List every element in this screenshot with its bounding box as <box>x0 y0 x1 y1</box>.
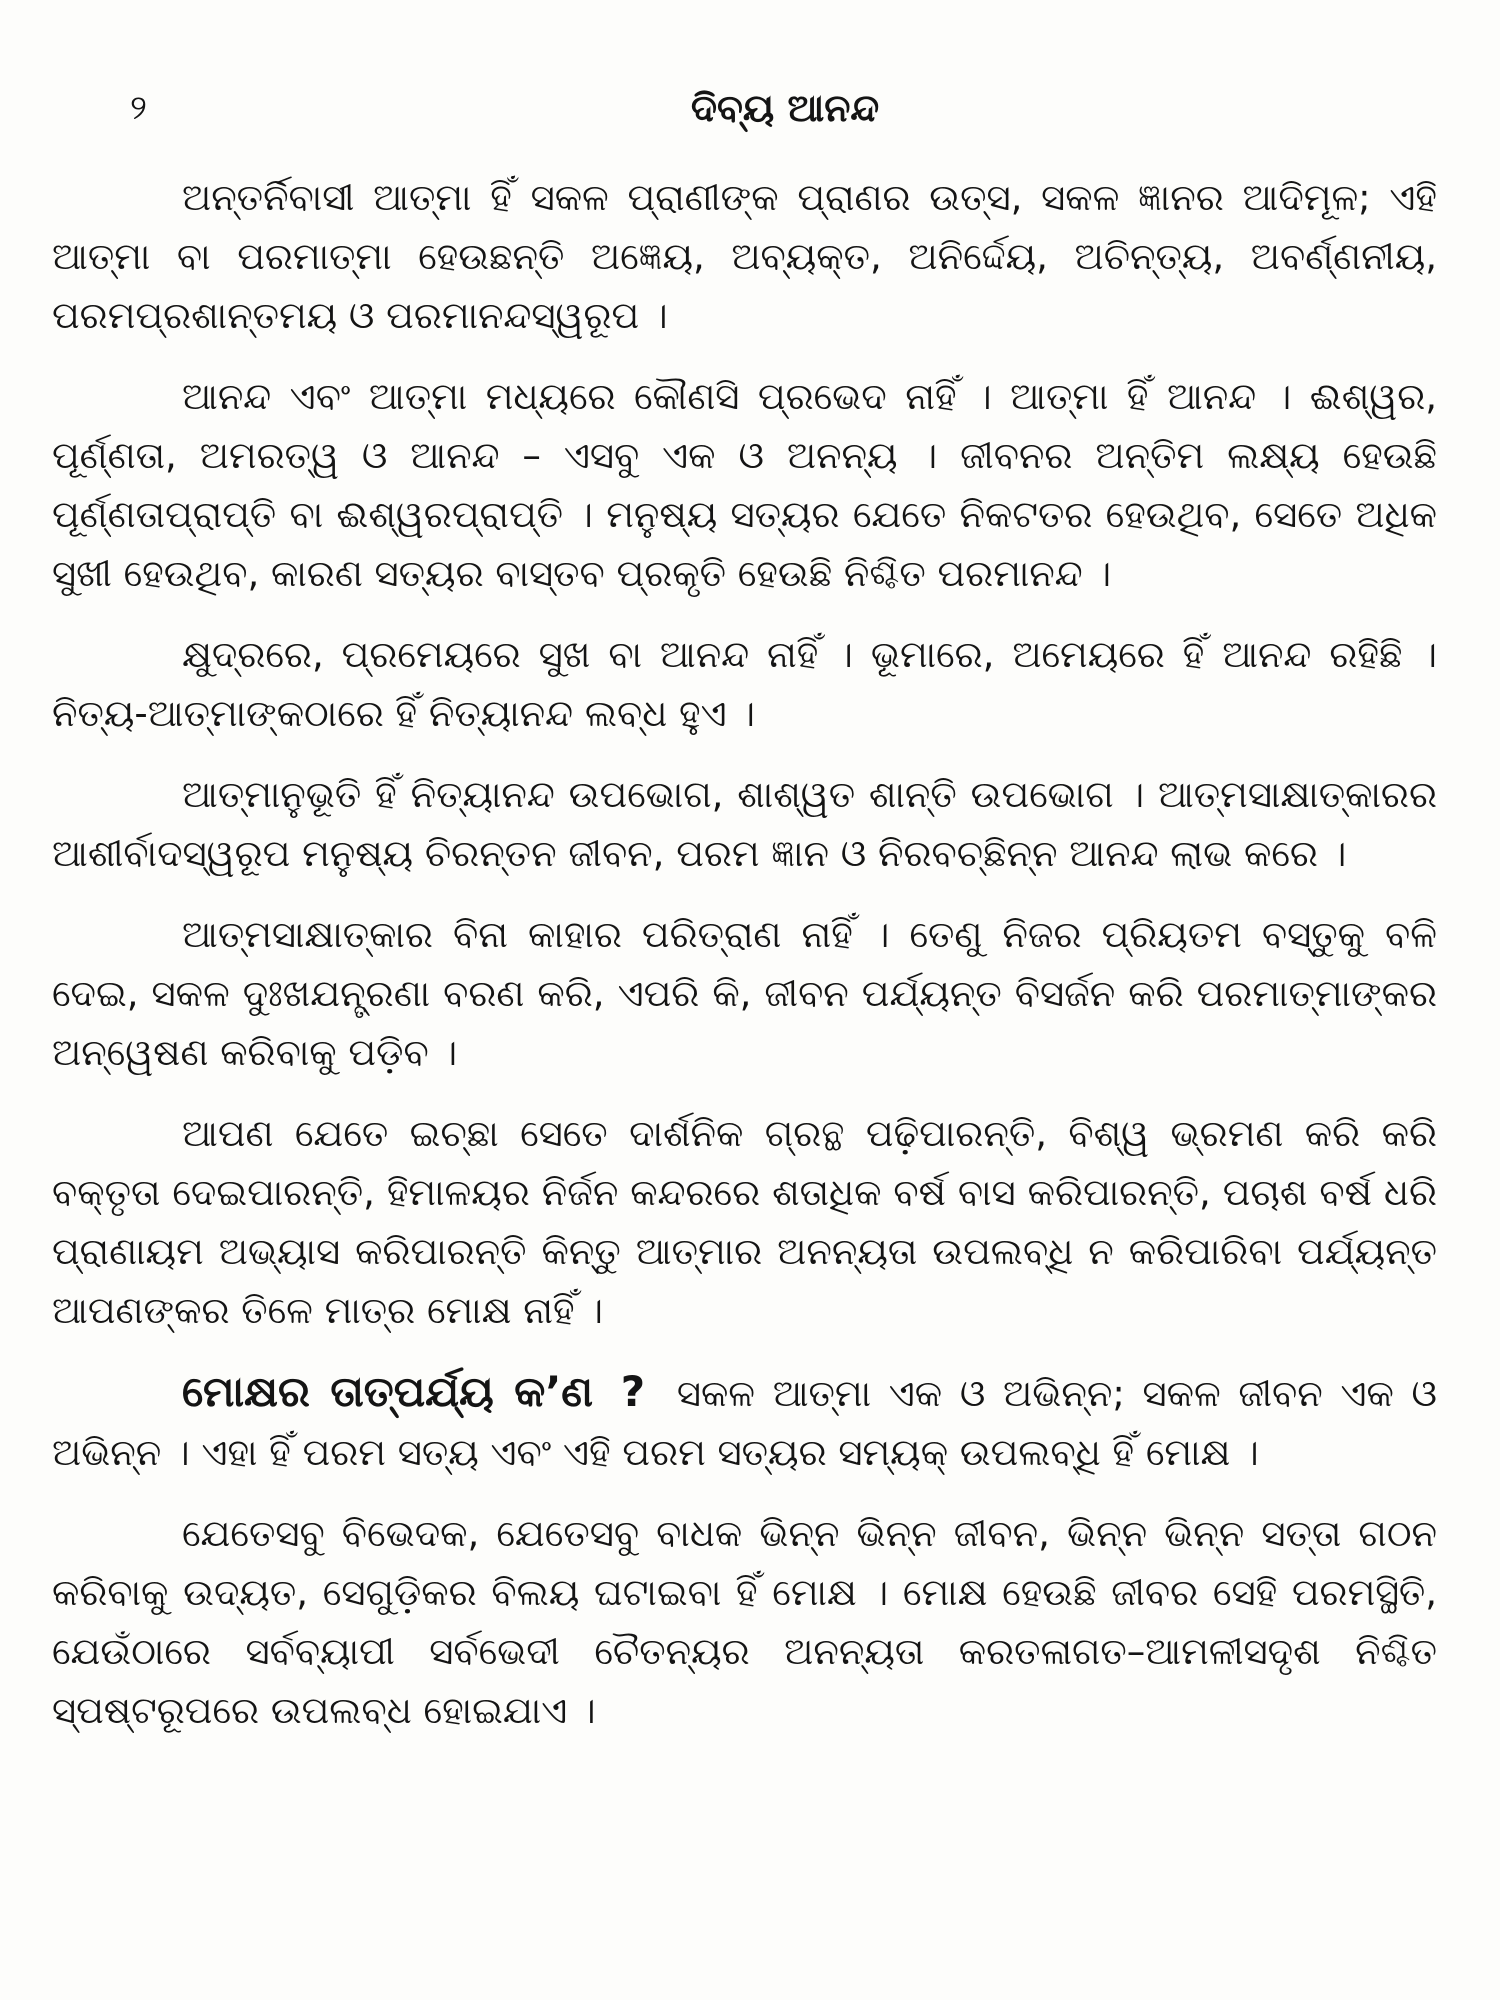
paragraph-7 <box>52 1362 1437 1482</box>
heading-question-mark: ? <box>620 1367 646 1416</box>
paragraph-1 <box>52 168 1437 345</box>
page-body <box>52 168 1437 1762</box>
running-title: ଦିବ୍ୟ ଆନନ୍ଦ <box>690 86 880 130</box>
paragraph-5-text: ଆତ୍ମସାକ୍ଷାତ୍‌କାର ବିନା କାହାର ପରିତ୍ରାଣ ନାହିଁ । ତେଣୁ ନିଜର ପ୍ରିୟତମ ବସ୍ତୁକୁ ବଳି ଦେଇ, ସକଳ ଦୁଃଖଯନ୍ତ୍ରଣା ବରଣ କରି, ଏପରି କି, ଜୀବନ ପର୍ଯ୍ୟନ୍ତ ବିସର୍ଜନ କରି ପରମାତ୍ମାଙ୍କର ଅନ୍ୱେଷଣ କରିବାକୁ ପଡ଼ିବ । <box>52 913 1437 1074</box>
paragraph-7-text: ସକଳ ଆତ୍ମା ଏକ ଓ ଅଭିନ୍ନ; ସକଳ ଜୀବନ ଏକ ଓ ଅଭିନ୍ନ । ଏହା ହିଁ ପରମ ସତ୍ୟ ଏବଂ ଏହି ପରମ ସତ୍ୟର ସମ୍ୟକ୍ ଉପଲବ୍‌ଧି ହିଁ ମୋକ୍ଷ । <box>52 1372 1438 1474</box>
paragraph-4 <box>52 765 1437 883</box>
paragraph-3-text: କ୍ଷୁଦ୍ରରେ, ପ୍ରମେୟରେ ସୁଖ ବା ଆନନ୍ଦ ନାହିଁ । ଭୂମାରେ, ଅମେୟରେ ହିଁ ଆନନ୍ଦ ରହିଛି । ନିତ୍ୟ-ଆତ୍ମାଙ୍କଠାରେ ହିଁ ନିତ୍ୟାନନ୍ଦ ଲବ୍‌ଧ ହୁଏ । <box>52 633 1437 735</box>
paragraph-6 <box>52 1104 1437 1340</box>
paragraph-8 <box>52 1504 1437 1740</box>
section-heading: ମୋକ୍ଷର ତାତ୍ପର୍ଯ୍ୟ କ’ଣ <box>182 1367 594 1416</box>
paragraph-2-text: ଆନନ୍ଦ ଏବଂ ଆତ୍ମା ମଧ୍ୟରେ କୌଣସି ପ୍ରଭେଦ ନାହିଁ । ଆତ୍ମା ହିଁ ଆନନ୍ଦ । ଈଶ୍ୱର, ପୂର୍ଣ୍ଣତା, ଅମରତ୍ୱ ଓ ଆନନ୍ଦ – ଏସବୁ ଏକ ଓ ଅନନ୍ୟ । ଜୀବନର ଅନ୍ତିମ ଲକ୍ଷ୍ୟ ହେଉଛି ପୂର୍ଣ୍ଣତାପ୍ରାପ୍ତି ବା ଈଶ୍ୱରପ୍ରାପ୍ତି । ମନୁଷ୍ୟ ସତ୍ୟର ଯେତେ ନିକଟତର ହେଉଥିବ, ସେତେ ଅଧିକ ସୁଖୀ ହେଉଥିବ, କାରଣ ସତ୍ୟର ବାସ୍ତବ ପ୍ରକୃତି ହେଉଛି ନିଶ୍ଚିତ ପରମାନନ୍ଦ । <box>52 375 1437 595</box>
paragraph-5 <box>52 905 1437 1082</box>
paragraph-1-text: ଅନ୍ତର୍ନିବାସୀ ଆତ୍ମା ହିଁ ସକଳ ପ୍ରାଣୀଙ୍କ ପ୍ରାଣର ଉତ୍ସ, ସକଳ ଜ୍ଞାନର ଆଦିମୂଳ; ଏହି ଆତ୍ମା ବା ପରମାତ୍ମା ହେଉଛନ୍ତି ଅଜ୍ଞେୟ, ଅବ୍ୟକ୍ତ, ଅନିର୍ଦ୍ଦେୟ, ଅଚିନ୍ତ୍ୟ, ଅବର୍ଣ୍ଣନୀୟ, ପରମପ୍ରଶାନ୍ତମୟ ଓ ପରମାନନ୍ଦସ୍ୱରୂପ । <box>52 176 1437 337</box>
page-header <box>130 78 1440 138</box>
paragraph-4-text: ଆତ୍ମାନୁଭୂତି ହିଁ ନିତ୍ୟାନନ୍ଦ ଉପଭୋଗ, ଶାଶ୍ୱତ ଶାନ୍ତି ଉପଭୋଗ । ଆତ୍ମସାକ୍ଷାତ୍‌କାରର ଆଶୀର୍ବାଦସ୍ୱରୂପ ମନୁଷ୍ୟ ଚିରନ୍ତନ ଜୀବନ, ପରମ ଜ୍ଞାନ ଓ ନିରବଚ୍ଛିନ୍ନ ଆନନ୍ଦ ଲାଭ କରେ । <box>52 773 1437 875</box>
paragraph-3 <box>52 625 1437 743</box>
page-number: ୨ <box>130 88 147 128</box>
paragraph-8-text: ଯେତେସବୁ ବିଭେଦକ, ଯେତେସବୁ ବାଧକ ଭିନ୍ନ ଭିନ୍ନ ଜୀବନ, ଭିନ୍ନ ଭିନ୍ନ ସତ୍ତା ଗଠନ କରିବାକୁ ଉଦ୍ୟତ, ସେଗୁଡ଼ିକର ବିଲୟ ଘଟାଇବା ହିଁ ମୋକ୍ଷ । ମୋକ୍ଷ ହେଉଛି ଜୀବର ସେହି ପରମସ୍ଥିତି, ଯେଉଁଠାରେ ସର୍ବବ୍ୟାପୀ ସର୍ବଭେଦୀ ଚୈତନ୍ୟର ଅନନ୍ୟତା କରତଳାଗତ–ଆମଳୀସଦୃଶ ନିଶ୍ଚିତ ସ୍ପଷ୍ଟରୂପରେ ଉପଲବ୍‌ଧ ହୋଇଯାଏ । <box>52 1512 1437 1732</box>
paragraph-2 <box>52 367 1437 603</box>
paragraph-6-text: ଆପଣ ଯେତେ ଇଚ୍ଛା ସେତେ ଦାର୍ଶନିକ ଗ୍ରନ୍ଥ ପଢ଼ିପାରନ୍ତି, ବିଶ୍ୱ ଭ୍ରମଣ କରି କରି ବକ୍ତୃତା ଦେଇପାରନ୍ତି, ହିମାଳୟର ନିର୍ଜନ କନ୍ଦରରେ ଶତାଧିକ ବର୍ଷ ବାସ କରିପାରନ୍ତି, ପଚାଶ ବର୍ଷ ଧରି ପ୍ରାଣାୟମ ଅଭ୍ୟାସ କରିପାରନ୍ତି କିନ୍ତୁ ଆତ୍ମାର ଅନନ୍ୟତା ଉପଲବ୍‌ଧି ନ କରିପାରିବା ପର୍ଯ୍ୟନ୍ତ ଆପଣଙ୍କର ତିଳେ ମାତ୍ର ମୋକ୍ଷ ନାହିଁ । <box>52 1112 1437 1332</box>
